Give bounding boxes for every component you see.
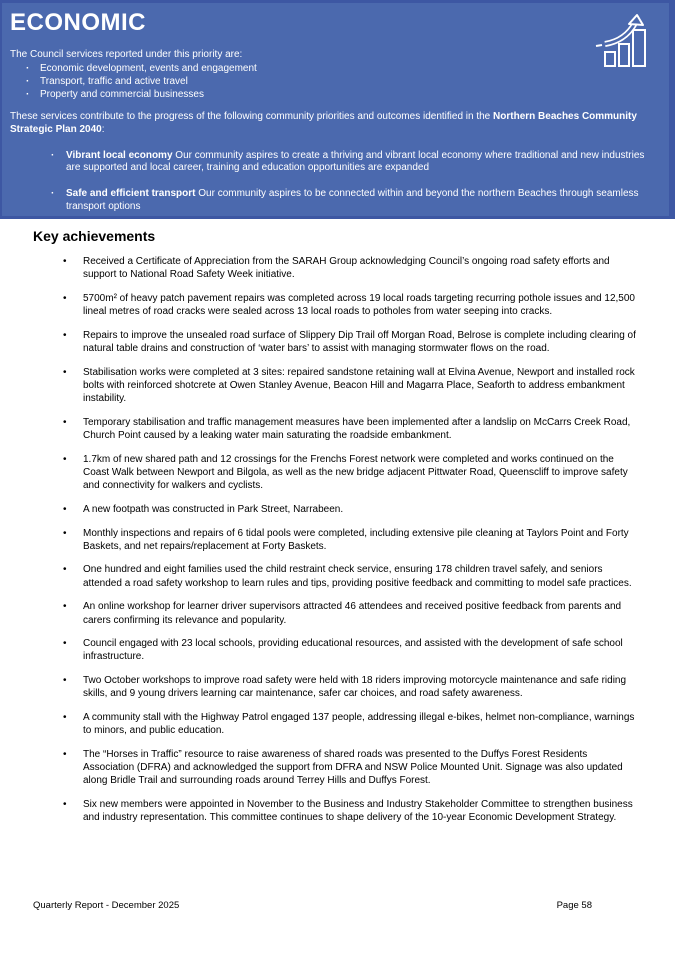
service-item: · Transport, traffic and active travel <box>10 75 655 88</box>
achievement-item: • An online workshop for learner driver supervisors attracted 46 attendees and received positive feedback from parents and carers confirming its relevance and popularity. <box>33 600 640 626</box>
achievement-item: • 1.7km of new shared path and 12 crossings for the Frenchs Forest network were completed and works continued on the Coast Walk between Newport and Bilgola, as well as the new bridge adjacent Pittwater Road, Queenscliff to improve safety and connectivity for walkers and cyclists. <box>33 453 640 493</box>
page-footer <box>33 900 592 911</box>
achievement-item: • Received a Certificate of Appreciation from the SARAH Group acknowledging Council’s ongoing road safety efforts and support to National Road Safety Week initiative. <box>33 255 640 281</box>
outcome-text: Our community aspires to be connected within and beyond the northern Beaches through seamless transport options <box>66 188 639 212</box>
footer-report-title: Quarterly Report - December 2025 <box>33 900 180 911</box>
strategic-paragraph-text: These services contribute to the progress of the following community priorities and outcomes identified in the <box>10 111 494 122</box>
service-item: · Property and commercial businesses <box>10 88 655 101</box>
achievement-item: • Monthly inspections and repairs of 6 tidal pools were completed, including extensive pile cleaning at Taylors Point and Forty Baskets, and net repairs/replacement at Forty Baskets. <box>33 527 640 553</box>
achievement-item: • Six new members were appointed in November to the Business and Industry Stakeholder Committee to strengthen business and industry representation. This committee continues to shape delivery of the 10-year Economic Development Strategy. <box>33 798 640 824</box>
banner-title: ECONOMIC <box>10 9 146 36</box>
section-heading: Key achievements <box>33 228 156 244</box>
banner-intro: The Council services reported under this priority are: <box>10 49 243 60</box>
outcome-label: Vibrant local economy <box>66 149 173 161</box>
achievement-item: • The “Horses in Traffic” resource to raise awareness of shared roads was presented to the Duffys Forest Residents Association (DFRA) and acknowledged the support from DFRA and NSW Police Mounted Unit. Signage was also updated along Bridle Trail and surrounding roads around Terrey Hills and Duffys Forest. <box>33 748 640 788</box>
strategic-plan-name: Northern Beaches Community Strategic Plan 2040 <box>10 111 637 135</box>
priority-banner <box>0 0 675 219</box>
services-list <box>10 62 655 101</box>
achievement-item: • Two October workshops to improve road safety were held with 18 riders improving motorcycle maintenance and safe riding skills, and 9 young drivers learning car maintenance, safer car choices, and road safety awareness. <box>33 674 640 700</box>
main-content <box>0 219 675 825</box>
achievement-item: • One hundred and eight families used the child restraint check service, ensuring 178 children travel safely, and seniors attended a road safety workshop to learn rules and tips, providing positive feedback and committing to model safe practices. <box>33 563 640 589</box>
strategic-paragraph-colon: : <box>101 123 105 135</box>
strategic-plan-paragraph <box>10 111 655 137</box>
achievements-list <box>33 255 640 825</box>
achievement-item: • Temporary stabilisation and traffic management measures have been implemented after a landslip on McCarrs Creek Road, Church Point caused by a leaking water main saturating the roadside embankment. <box>33 416 640 442</box>
outcome-text: Our community aspires to create a thriving and vibrant local economy where traditional and new industries are supported and local career, training and education opportunities are expanded <box>66 149 645 174</box>
achievement-item: • Council engaged with 23 local schools, providing educational resources, and assisted with the development of safe school infrastructure. <box>33 637 640 663</box>
outcome-item <box>10 150 655 176</box>
achievement-item: • A new footpath was constructed in Park Street, Narrabeen. <box>33 503 640 516</box>
achievement-item: • Repairs to improve the unsealed road surface of Slippery Dip Trail off Morgan Road, Belrose is complete including clearing of natural table drains and construction of ‘water bars’ to assist with managing stormwater flows on the road. <box>33 329 640 355</box>
achievement-item: • Stabilisation works were completed at 3 sites: repaired sandstone retaining wall at Elvina Avenue, Newport and installed rock bolts with reinforced shotcrete at Owen Stanley Avenue, Beacon Hill and Magarra Place, Seaforth to address embankment instability. <box>33 366 640 406</box>
achievement-item: • 5700m² of heavy patch pavement repairs was completed across 19 local roads targeting recurring pothole issues and 12,500 lineal metres of road cracks were sealed across 13 local roads to potholes from water seeping into cracks. <box>33 292 640 318</box>
service-item: · Economic development, events and engagement <box>10 62 655 75</box>
outcome-label: Safe and efficient transport <box>66 188 196 200</box>
footer-page-number: Page 58 <box>556 900 592 911</box>
outcome-item <box>10 188 655 214</box>
outcomes-list <box>10 150 655 214</box>
achievement-item: • A community stall with the Highway Patrol engaged 137 people, addressing illegal e-bikes, helmet non-compliance, warnings to minors, and public education. <box>33 711 640 737</box>
growth-chart-icon <box>593 13 655 71</box>
